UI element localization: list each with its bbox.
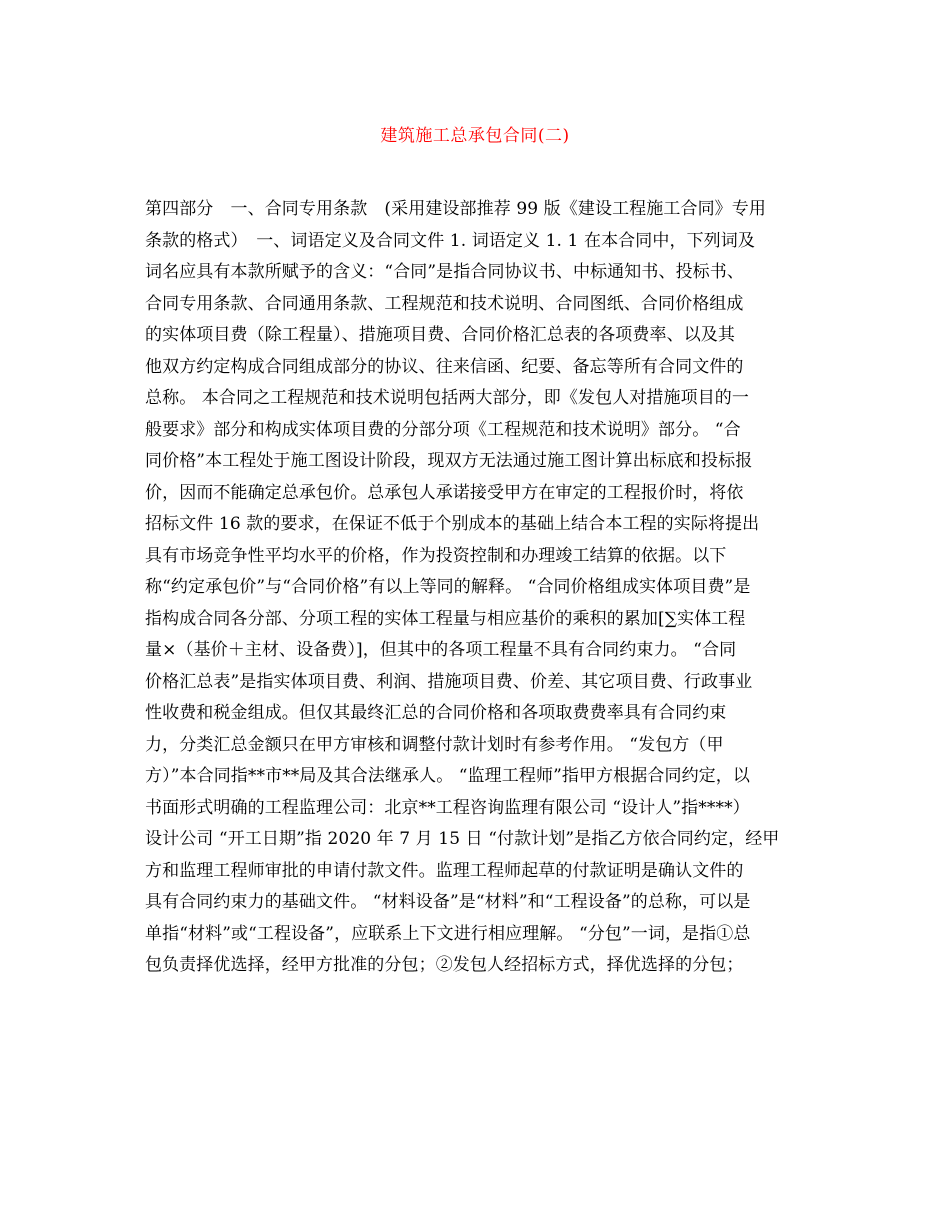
body-text-line: 力，分类汇总金额只在甲方审核和调整付款计划时有参考作用。 “发包方（甲	[145, 734, 724, 755]
body-text-line: 的实体项目费（除工程量）、措施项目费、合同价格汇总表的各项费率、以及其	[145, 325, 735, 345]
body-text-line: 他双方约定构成合同组成部分的协议、往来信函、纪要、备忘等所有合同文件的	[145, 356, 744, 377]
body-text-line: 具有合同约束力的基础文件。 “材料设备”是“材料”和“工程设备”的总称，可以是	[145, 892, 751, 912]
body-text-line: 包负责择优选择，经甲方批准的分包；②发包人经招标方式，择优选择的分包；	[145, 955, 744, 975]
body-text-line: 条款的格式） 一、词语定义及合同文件 1. 词语定义 1. 1 在本合同中，下列词及	[145, 230, 755, 251]
body-text-line: 第四部分 一、合同专用条款 (采用建设部推荐 99 版《建设工程施工合同》专用	[145, 199, 766, 219]
body-text-line: 合同专用条款、合同通用条款、工程规范和技术说明、合同图纸、合同价格组成	[145, 293, 744, 314]
body-text-line: 总称。 本合同之工程规范和技术说明包括两大部分，即《发包人对措施项目的一	[145, 388, 750, 408]
body-text-line: 招标文件 16 款的要求，在保证不低于个别成本的基础上结合本工程的实际将提出	[145, 514, 760, 534]
body-text-line: 价格汇总表”是指实体项目费、利润、措施项目费、价差、其它项目费、行政事业	[145, 671, 753, 692]
body-text-line: 性收费和税金组成。但仅其最终汇总的合同价格和各项取费费率具有合同约束	[145, 703, 727, 723]
body-text-line: 量×（基价＋主材、设备费）]，但其中的各项工程量不具有合同约束力。 “合同	[145, 640, 737, 660]
body-text-line: 指构成合同各分部、分项工程的实体工程量与相应基价的乘积的累加[∑实体工程	[145, 608, 746, 629]
body-text-line: 方和监理工程师审批的申请付款文件。监理工程师起草的付款证明是确认文件的	[145, 860, 744, 881]
body-text-line: 般要求》部分和构成实体项目费的分部分项《工程规范和技术说明》部分。 “合	[145, 419, 741, 440]
document-body	[145, 194, 815, 982]
document-title: 建筑施工总承包合同(二)	[380, 126, 570, 146]
body-text-line: 单指“材料”或“工程设备”，应联系上下文进行相应理解。 “分包”一词，是指①总	[145, 923, 751, 944]
body-text-line: 同价格”本工程处于施工图设计阶段，现双方无法通过施工图计算出标底和投标报	[145, 451, 753, 471]
body-text-line: 具有市场竞争性平均水平的价格，作为投资控制和办理竣工结算的依据。以下	[145, 545, 727, 566]
body-text-line: 书面形式明确的工程监理公司：北京**工程咨询监理有限公司 “设计人”指****）	[145, 797, 750, 818]
body-text-line: 称“约定承包价”与“合同价格”有以上等同的解释。 “合同价格组成实体项目费”是	[145, 577, 751, 597]
body-text-line: 方）”本合同指**市**局及其合法继承人。 “监理工程师”指甲方根据合同约定，以	[145, 766, 750, 786]
body-text-line: 设计公司 “开工日期”指 2020 年 7 月 15 日 “付款计划”是指乙方依合同约定，经甲	[145, 829, 780, 849]
body-text-line: 价，因而不能确定总承包价。总承包人承诺接受甲方在审定的工程报价时，将依	[145, 482, 744, 503]
body-text-line: 词名应具有本款所赋予的含义：“合同”是指合同协议书、中标通知书、投标书、	[145, 262, 744, 282]
